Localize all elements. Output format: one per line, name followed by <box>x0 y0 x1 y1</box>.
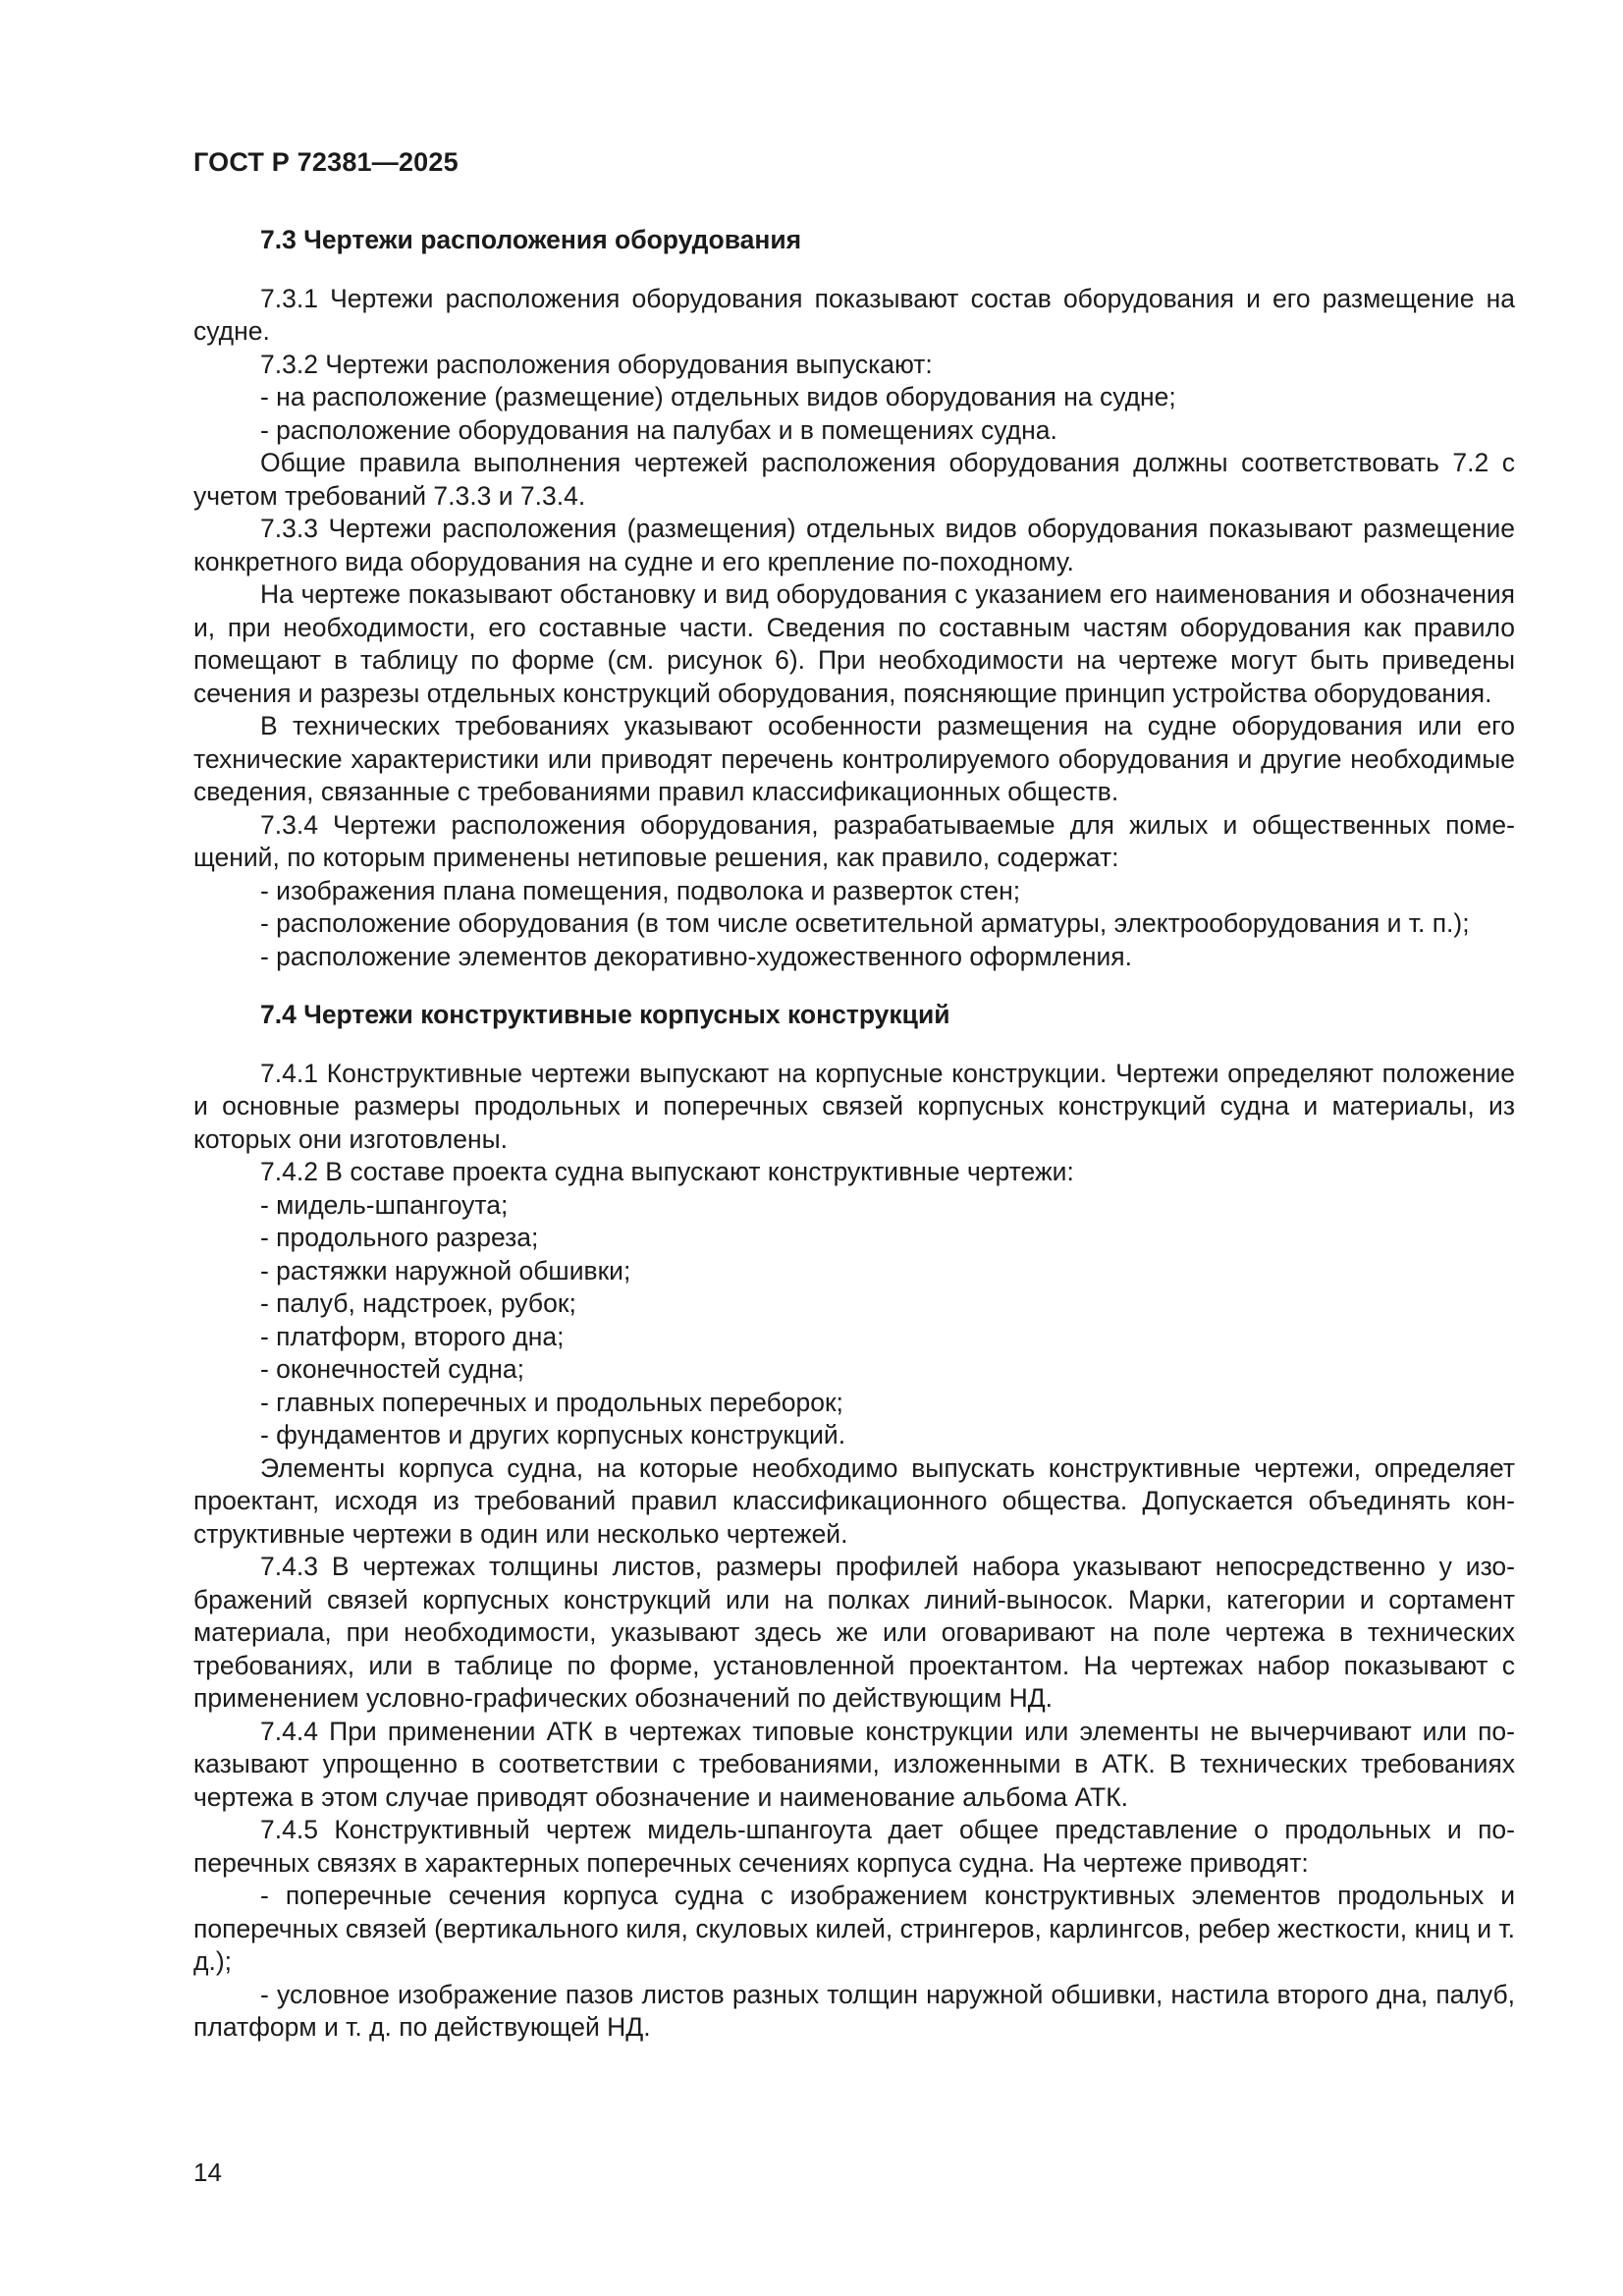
paragraph-7-4-1: 7.4.1 Конструктивные чертежи выпускают на корпусные конструкции. Чертежи определяют положение и основные размеры продольных и поперечных связей корпусных конструкций судна и материалы, из которых они изготовлены. <box>193 1058 1515 1154</box>
list-item: - условное изображение пазов листов разных толщин наружной обшивки, настила второго дна, палуб, платформ и т. д. по действующей НД. <box>193 1979 1515 2042</box>
list-item: - палуб, надстроек, рубок; <box>260 1288 576 1318</box>
paragraph-7-3-4: 7.3.4 Чертежи расположения оборудования, разрабатываемые для жилых и общественных помещений, по которым применены нетиповые решения, как правило, содержат: <box>193 809 1515 872</box>
paragraph-7-4-5: 7.4.5 Конструктивный чертеж мидель-шпангоута дает общее представление о продольных и поперечных связях в характерных поперечных сечениях корпуса судна. На чертеже приводят: <box>193 1815 1515 1878</box>
list-item: - расположение элементов декоративно-художественного оформления. <box>260 941 1132 971</box>
list-item: - расположение оборудования (в том числе осветительной арматуры, электрооборудования и т. п.); <box>260 908 1470 938</box>
list-item: - расположение оборудования на палубах и в помещениях судна. <box>260 414 1057 445</box>
list-item: - изображения плана помещения, подволока и разверток стен; <box>260 875 1021 905</box>
list-item: - мидель-шпангоута; <box>260 1189 509 1220</box>
list-item: - фундаментов и других корпусных конструкций. <box>260 1420 846 1449</box>
section-heading-7-3: 7.3 Чертежи расположения оборудования <box>260 225 802 254</box>
paragraph-drawing-content: На чертеже показывают обстановку и вид оборудования с указанием его наименования и обозначения и, при необходимости, его составные части. Сведения по составным частям оборудования как правило помещают в таблицу по форме (см. рисунок 6). При необходимости на чертеже могут быть приведены сечения и разрезы отдельных конструкций оборудования, поясняющие принцип устройства оборудования. <box>193 579 1515 708</box>
list-item: - продольного разреза; <box>260 1223 539 1252</box>
list-item: - на расположение (размещение) отдельных видов оборудования на судне; <box>260 382 1176 411</box>
paragraph-7-3-1: 7.3.1 Чертежи расположения оборудования показывают состав оборудования и его размещение на судне. <box>193 283 1515 346</box>
list-item: - главных поперечных и продольных переборок; <box>260 1387 843 1417</box>
list-item: - оконечностей судна; <box>260 1354 525 1384</box>
standard-designation: ГОСТ Р 72381—2025 <box>193 147 459 177</box>
paragraph-general-rules: Общие правила выполнения чертежей расположения оборудования должны соответствовать 7.2 с учетом требований 7.3.3 и 7.3.4. <box>193 448 1515 511</box>
section-heading-7-4: 7.4 Чертежи конструктивные корпусных конструкций <box>260 1000 950 1029</box>
paragraph-7-4-4: 7.4.4 При применении АТК в чертежах типовые конструкции или элементы не вычерчивают или показывают упрощенно в соответствии с требованиями, изложенными в АТК. В технических требованиях чертежа в этом случае приводят обозначение и наименование альбома АТК. <box>193 1716 1515 1812</box>
list-item: - платформ, второго дна; <box>260 1321 565 1351</box>
list-item: - поперечные сечения корпуса судна с изображением конструктивных элементов продольных и поперечных связей (вертикального киля, скуловых килей, стрингеров, карлингсов, ребер жесткости, книц и т. д.); <box>193 1881 1515 1976</box>
page-number: 14 <box>193 2158 222 2187</box>
paragraph-hull-elements: Элементы корпуса судна, на которые необходимо выпускать конструктивные чертежи, определяет проектант, исходя из требований правил классификационного общества. Допускается объединять конструктивные чертежи в один или несколько чертежей. <box>193 1452 1515 1549</box>
paragraph-7-4-2: 7.4.2 В составе проекта судна выпускают конструктивные чертежи: <box>260 1157 1074 1186</box>
list-item: - растяжки наружной обшивки; <box>260 1255 631 1285</box>
page-content <box>193 224 1515 2045</box>
paragraph-technical-requirements: В технических требованиях указывают особенности размещения на судне оборудования или его технические характеристики или приводят перечень контролируемого оборудования и другие необходимые сведения, связанные с требованиями правил классификационных обществ. <box>193 711 1515 806</box>
paragraph-7-4-3: 7.4.3 В чертежах толщины листов, размеры профилей набора указывают непосредственно у изображений связей корпусных конструкций или на полках линий-выносок. Марки, категории и сортамент материала, при необходимости, указывают здесь же или оговаривают на поле чертежа в технических требованиях, или в таблице по форме, установленной проектантом. На чертежах набор показывают с применением условно-графических обозначений по действующим НД. <box>193 1552 1515 1713</box>
paragraph-7-3-3: 7.3.3 Чертежи расположения (размещения) отдельных видов оборудования показывают размещение конкретного вида оборудования на судне и его крепление по-походному. <box>193 514 1515 576</box>
paragraph-7-3-2: 7.3.2 Чертежи расположения оборудования выпускают: <box>260 349 933 379</box>
